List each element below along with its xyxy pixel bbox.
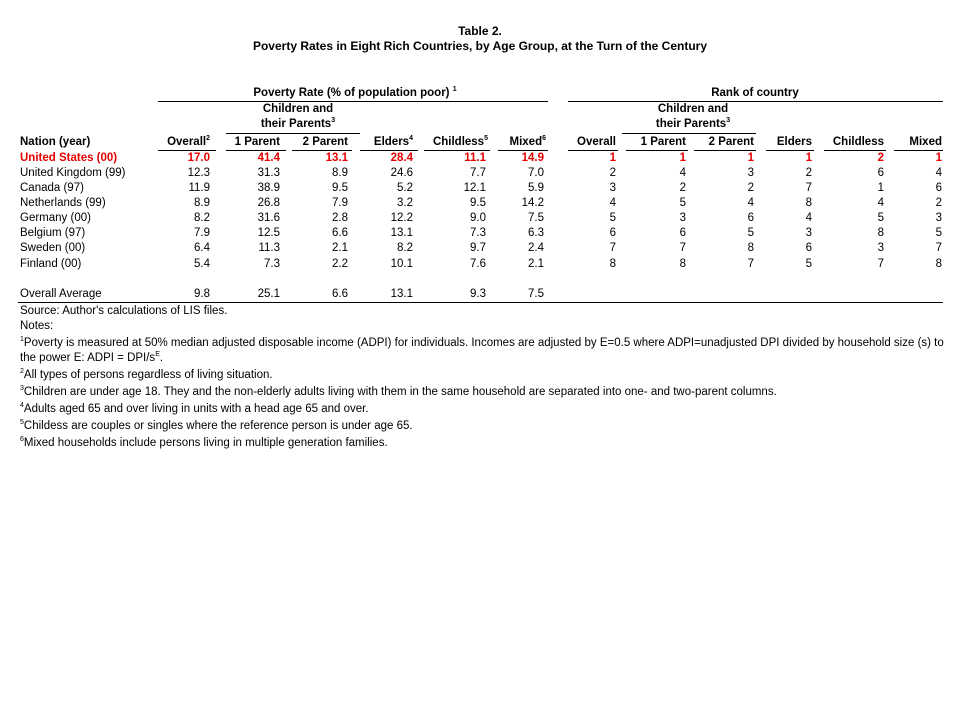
- one-parent-cell: 26.8: [257, 197, 280, 209]
- header-underline: [626, 150, 688, 151]
- rank-one-parent-cell: 7: [679, 242, 686, 254]
- header-underline: [694, 150, 756, 151]
- rank-children-underline: [622, 133, 756, 134]
- rank-one-parent-cell: 4: [679, 167, 686, 179]
- footnote-4: $^4$Adults aged 65 and over living in units with a head age 65 and over.: [20, 402, 369, 415]
- rank-two-parent-cell: 3: [747, 167, 754, 179]
- one-parent-cell: 31.3: [257, 167, 280, 179]
- notes-section: [20, 304, 945, 451]
- elders-cell: 3.2: [397, 197, 413, 209]
- table-bottom-rule: [18, 302, 943, 303]
- one-parent-cell: 7.3: [264, 258, 280, 270]
- nation-cell: Germany (00): [20, 212, 91, 224]
- elders-cell: 8.2: [397, 242, 413, 254]
- overall-cell: 6.4: [194, 242, 210, 254]
- rank-childless-column-header: Childless: [832, 136, 884, 148]
- mixed-cell: 6.3: [528, 227, 544, 239]
- two-parent-cell: 8.9: [332, 167, 348, 179]
- header-underline: [766, 150, 814, 151]
- mixed-cell: 7.5: [528, 288, 544, 300]
- rank-overall-cell: 2: [609, 167, 616, 179]
- rank-childless-cell: 1: [877, 182, 884, 194]
- one-parent-cell: 31.6: [257, 212, 280, 224]
- one-parent-column-header: 1 Parent: [234, 136, 280, 148]
- rank-elders-cell: 7: [805, 182, 812, 194]
- rank-mixed-cell: 6: [935, 182, 942, 194]
- mixed-column-header: Mixed$^6$: [509, 135, 546, 148]
- rank-overall-column-header: Overall: [577, 136, 616, 148]
- childless-cell: 9.7: [470, 242, 486, 254]
- overall-column-header: Overall$^2$: [167, 135, 210, 148]
- poverty-rate-group-header: Poverty Rate (% of population poor) $^1$: [253, 86, 457, 99]
- two-parent-cell: 6.6: [332, 288, 348, 300]
- rank-childless-cell: 6: [877, 167, 884, 179]
- two-parent-cell: 2.8: [332, 212, 348, 224]
- rank-one-parent-cell: 8: [679, 258, 686, 270]
- header-underline: [360, 150, 418, 151]
- rank-two-parent-cell: 5: [747, 227, 754, 239]
- rank-childless-cell: 3: [877, 242, 884, 254]
- overall-cell: 12.3: [187, 167, 210, 179]
- elders-cell: 5.2: [397, 182, 413, 194]
- rank-elders-cell: 5: [805, 258, 812, 270]
- header-underline: [424, 150, 490, 151]
- table-number: Table 2.: [458, 24, 502, 38]
- rank-group-header: Rank of country: [711, 87, 799, 99]
- overall-cell: 17.0: [187, 152, 210, 164]
- rank-elders-cell: 6: [805, 242, 812, 254]
- childless-cell: 7.3: [470, 227, 486, 239]
- mixed-cell: 2.4: [528, 242, 544, 254]
- header-underline: [158, 150, 216, 151]
- rank-overall-cell: 4: [609, 197, 616, 209]
- rank-elders-cell: 3: [805, 227, 812, 239]
- overall-cell: 7.9: [194, 227, 210, 239]
- two-parent-cell: 2.1: [332, 242, 348, 254]
- nation-cell: Netherlands (99): [20, 197, 106, 209]
- header-underline: [824, 150, 886, 151]
- footnote-1: $^1$Poverty is measured at 50% median adjusted disposable income (ADPI) for individuals. Incomes are adjusted by E=0.5 where ADPI=unadjusted DPI divided by household size (s) to the power E: ADPI = DPI/$s^E$.: [20, 336, 944, 364]
- footnote-5: $^5$Childess are couples or singles where the reference person is under age 65.: [20, 419, 413, 432]
- rank-mixed-cell: 8: [935, 258, 942, 270]
- two-parent-cell: 6.6: [332, 227, 348, 239]
- source-note: Source: Author's calculations of LIS files.: [20, 305, 228, 317]
- mixed-cell: 5.9: [528, 182, 544, 194]
- rank-elders-column-header: Elders: [776, 136, 812, 148]
- header-underline: [498, 150, 548, 151]
- rank-one-parent-cell: 5: [679, 197, 686, 209]
- childless-cell: 9.0: [470, 212, 486, 224]
- overall-cell: 8.2: [194, 212, 210, 224]
- overall-cell: 8.9: [194, 197, 210, 209]
- rank-overall-cell: 5: [609, 212, 616, 224]
- childless-cell: 11.1: [464, 152, 486, 164]
- children-header-line2: their Parents$^3$: [260, 117, 336, 130]
- childless-cell: 9.3: [470, 288, 486, 300]
- rank-two-parent-cell: 8: [747, 242, 754, 254]
- elders-column-header: Elders$^4$: [373, 135, 413, 148]
- header-underline: [226, 150, 286, 151]
- rank-two-parent-cell: 7: [747, 258, 754, 270]
- rank-overall-cell: 3: [609, 182, 616, 194]
- rank-one-parent-cell: 6: [679, 227, 686, 239]
- overall-cell: 9.8: [194, 288, 210, 300]
- footnote-6: $^6$Mixed households include persons living in multiple generation families.: [20, 436, 388, 449]
- rank-mixed-cell: 3: [935, 212, 942, 224]
- nation-cell: United Kingdom (99): [20, 167, 126, 179]
- childless-cell: 7.7: [470, 167, 486, 179]
- rank-elders-cell: 8: [805, 197, 812, 209]
- children-underline: [226, 133, 360, 134]
- footnote-2: $^2$All types of persons regardless of living situation.: [20, 368, 273, 381]
- notes-heading: Notes:: [20, 320, 54, 332]
- rank-one-parent-cell: 1: [679, 152, 686, 164]
- rank-one-parent-cell: 3: [679, 212, 686, 224]
- rank-two-parent-cell: 4: [747, 197, 754, 209]
- rank-mixed-cell: 7: [935, 242, 942, 254]
- header-underline: [894, 150, 943, 151]
- elders-cell: 13.1: [390, 227, 413, 239]
- rank-overall-cell: 8: [609, 258, 616, 270]
- children-header-line1: Children and: [262, 103, 334, 115]
- two-parent-cell: 7.9: [332, 197, 348, 209]
- mixed-cell: 7.0: [528, 167, 544, 179]
- one-parent-cell: 12.5: [257, 227, 280, 239]
- rank-elders-cell: 1: [805, 152, 812, 164]
- mixed-cell: 14.2: [521, 197, 544, 209]
- rank-children-header-line2: their Parents$^3$: [655, 117, 731, 130]
- overall-cell: 11.9: [188, 182, 210, 194]
- rank-childless-cell: 2: [877, 152, 884, 164]
- rank-mixed-cell: 4: [935, 167, 942, 179]
- mixed-cell: 7.5: [528, 212, 544, 224]
- rank-mixed-column-header: Mixed: [909, 136, 942, 148]
- header-underline: [292, 150, 352, 151]
- elders-cell: 28.4: [390, 152, 413, 164]
- rank-overall-cell: 1: [609, 152, 616, 164]
- rank-overall-cell: 6: [609, 227, 616, 239]
- one-parent-cell: 11.3: [258, 242, 280, 254]
- rank-overall-cell: 7: [609, 242, 616, 254]
- rank-childless-cell: 7: [877, 258, 884, 270]
- rank-mixed-cell: 1: [935, 152, 942, 164]
- nation-cell: Overall Average: [20, 288, 102, 300]
- rank-two-parent-column-header: 2 Parent: [708, 136, 754, 148]
- one-parent-cell: 41.4: [257, 152, 280, 164]
- one-parent-cell: 38.9: [257, 182, 280, 194]
- rank-two-parent-cell: 1: [747, 152, 754, 164]
- rank-two-parent-cell: 2: [747, 182, 754, 194]
- rank-children-header-line1: Children and: [657, 103, 729, 115]
- nation-column-header: Nation (year): [20, 136, 91, 148]
- childless-cell: 7.6: [470, 258, 486, 270]
- nation-cell: Finland (00): [20, 258, 82, 270]
- nation-cell: Canada (97): [20, 182, 84, 194]
- rank-mixed-cell: 2: [935, 197, 942, 209]
- two-parent-cell: 9.5: [332, 182, 348, 194]
- rank-mixed-cell: 5: [935, 227, 942, 239]
- childless-column-header: Childless$^5$: [432, 135, 488, 148]
- childless-cell: 9.5: [470, 197, 486, 209]
- nation-cell: United States (00): [20, 152, 118, 164]
- header-underline: [568, 150, 618, 151]
- mixed-cell: 14.9: [521, 152, 544, 164]
- rank-elders-cell: 4: [805, 212, 812, 224]
- poverty-group-underline: [158, 101, 548, 102]
- mixed-cell: 2.1: [528, 258, 544, 270]
- rank-childless-cell: 8: [877, 227, 884, 239]
- table-title: Poverty Rates in Eight Rich Countries, by Age Group, at the Turn of the Century: [252, 39, 708, 53]
- rank-two-parent-cell: 6: [747, 212, 754, 224]
- overall-cell: 5.4: [194, 258, 210, 270]
- rank-childless-cell: 5: [877, 212, 884, 224]
- elders-cell: 10.1: [390, 258, 413, 270]
- nation-cell: Sweden (00): [20, 242, 86, 254]
- two-parent-column-header: 2 Parent: [302, 136, 348, 148]
- two-parent-cell: 13.1: [325, 152, 348, 164]
- rank-one-parent-cell: 2: [679, 182, 686, 194]
- elders-cell: 12.2: [390, 212, 413, 224]
- rank-childless-cell: 4: [877, 197, 884, 209]
- rank-elders-cell: 2: [805, 167, 812, 179]
- one-parent-cell: 25.1: [257, 288, 280, 300]
- rank-one-parent-column-header: 1 Parent: [640, 136, 686, 148]
- nation-cell: Belgium (97): [20, 227, 86, 239]
- footnote-3: $^3$Children are under age 18. They and the non-elderly adults living with them in the same household are separated into one- and two-parent columns.: [20, 385, 777, 398]
- two-parent-cell: 2.2: [332, 258, 348, 270]
- elders-cell: 24.6: [390, 167, 413, 179]
- childless-cell: 12.1: [463, 182, 486, 194]
- elders-cell: 13.1: [390, 288, 413, 300]
- rank-group-underline: [568, 101, 943, 102]
